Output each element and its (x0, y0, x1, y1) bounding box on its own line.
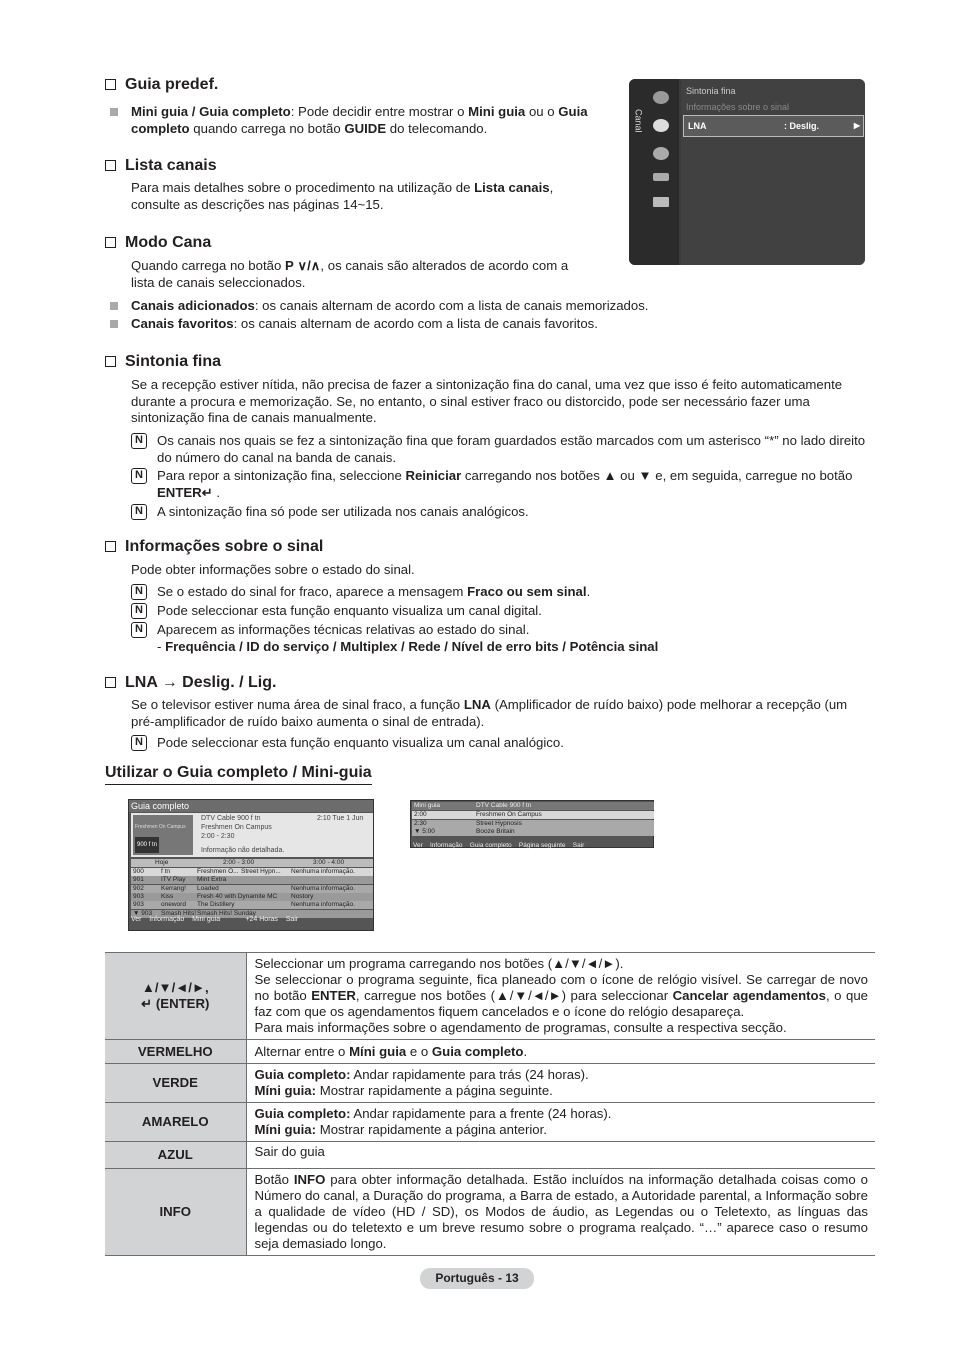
cell-text: Fresh 40 with Dynamite MC (197, 892, 278, 900)
table-row[interactable] (131, 868, 373, 876)
t: Mini guia (414, 802, 441, 809)
cell-text: 2:30 (414, 819, 427, 827)
t: Mini guia (468, 104, 526, 119)
cell-text: The Distillery (197, 901, 235, 909)
heading-info-sinal (105, 538, 323, 556)
key-cell: INFO (105, 1169, 246, 1256)
heading-text: Modo Cana (125, 234, 212, 251)
t: Informação (430, 842, 463, 849)
sintonia-note-2 (157, 468, 852, 501)
cell-text: f tn (161, 868, 171, 875)
menu-side-label: Canal (633, 109, 644, 133)
t: - (157, 639, 162, 654)
checkbox-bullet-icon (105, 677, 116, 688)
heading-lista-canais (105, 157, 217, 175)
t: durante a procura e memorização. Se, no entanto, o sinal estiver fraco ou distorcido, pode ser necessário fazer uma (131, 393, 810, 409)
cell-text: 903 (133, 901, 144, 909)
input-icon (653, 173, 669, 181)
key-cell: VERDE (105, 1064, 246, 1103)
t: GUIDE (344, 120, 387, 136)
cell-text: ▼ 5:00 (414, 828, 435, 835)
t: Para repor a sintonização fina, seleccione (157, 468, 406, 483)
right-arrow-icon: ▶ (853, 121, 860, 130)
cell-text: Booze Britain (476, 828, 515, 835)
table-row (105, 1169, 875, 1256)
channel-up-down-icon: ∨/∧ (297, 258, 321, 273)
t: Ver (413, 842, 423, 849)
t: Andar rapidamente para a frente (24 horas). (350, 1106, 612, 1121)
cell-text: 903 (133, 892, 144, 900)
t: lista de canais seleccionados. (131, 274, 306, 290)
t: , carregue nos botões (▲/▼/◄/►) para seleccionar (355, 988, 673, 1003)
note-icon: N (131, 735, 147, 751)
t: P (284, 258, 294, 273)
key-cell: AMARELO (105, 1103, 246, 1142)
t: INFO (293, 1172, 326, 1187)
t: Se o estado do sinal for fraco, aparece a mensagem (157, 584, 468, 599)
t: DTV Cable 900 f tn (476, 802, 532, 809)
t: 3:00 - 4:00 (313, 859, 345, 866)
heading-sintonia-fina (105, 353, 221, 371)
heading-text: Informações sobre o sinal (125, 538, 324, 555)
cell-text: oneword (161, 901, 186, 909)
info-note-2: Pode seleccionar esta função enquanto visualiza um canal digital. (157, 603, 542, 618)
t: , (549, 180, 554, 195)
square-bullet-icon (110, 320, 118, 328)
cell-text: Smash Hits! Sunday (197, 909, 256, 917)
t: Se a recepção estiver nítida, não precisa de fazer a sintonização fina do canal, uma vez que isso é feito automaticamente (131, 377, 843, 392)
t: Botão (254, 1172, 294, 1187)
menu-main (681, 79, 865, 265)
cell-text: Kerrang! (161, 884, 186, 892)
t: pré-amplificador de ruído baixo aumenta o sinal de entrada). (131, 713, 485, 729)
heading-text: Guia predef. (125, 76, 219, 93)
t: Reiniciar (405, 468, 462, 483)
t: do número do canal na banda de canais. (157, 449, 397, 465)
checkbox-bullet-icon (105, 356, 116, 367)
note-icon: N (131, 622, 147, 638)
schedule-header (131, 859, 373, 867)
thumb-title: Freshmen On Campus (135, 824, 186, 830)
sintonia-note-1 (157, 433, 865, 466)
canais-favoritos-text (131, 316, 598, 333)
page-number-badge: Português - 13 (420, 1268, 534, 1289)
application-icon (653, 197, 669, 207)
checkbox-bullet-icon (105, 79, 116, 90)
table-row (105, 1103, 875, 1142)
t: Alternar entre o (254, 1043, 350, 1059)
modo-cana-text (131, 258, 568, 291)
checkbox-bullet-icon (105, 160, 116, 171)
table-row[interactable] (131, 885, 373, 893)
t: Frequência / ID do serviço / Multiplex / Rede / Nível de erro bits / Potência sinal (165, 639, 659, 654)
section-title-guia: Utilizar o Guia completo / Mini-guia (105, 764, 372, 785)
t: Hoje (155, 859, 169, 866)
note-icon: N (131, 504, 147, 520)
t: Informação (149, 915, 185, 923)
key-cell: VERMELHO (105, 1040, 246, 1064)
t: Guia completo (469, 842, 512, 849)
t: Seleccionar um programa carregando nos botões (▲/▼/◄/►). (254, 956, 624, 971)
cell-text: Nenhuma informação. (291, 884, 355, 892)
table-row[interactable] (131, 893, 373, 901)
heading-modo-cana (105, 234, 211, 252)
t: : os canais alternam de acordo com a lista de canais memorizados. (254, 298, 649, 313)
square-bullet-icon (110, 108, 118, 116)
channel-icon (653, 119, 669, 132)
lna-label: LNA (688, 121, 707, 131)
t: Cancelar agendamentos (672, 988, 826, 1003)
program-time: 2:00 - 2:30 (201, 833, 235, 840)
t: ENTER (311, 988, 356, 1003)
table-row[interactable] (131, 876, 373, 884)
value-cell (246, 1040, 875, 1064)
t: . (212, 484, 221, 500)
table-row (105, 953, 875, 1040)
guia-completo-footer (131, 909, 299, 929)
cell-text: Mint Extra (197, 876, 227, 884)
cell-text: Nenhuma informação. (291, 868, 355, 875)
tv-channel-menu (629, 79, 865, 265)
cell-text: 902 (133, 884, 144, 892)
t: : Pode decidir entre mostrar o (290, 104, 469, 119)
menu-sidebar (629, 79, 679, 265)
info-note-3: Aparecem as informações técnicas relativas ao estado do sinal. (157, 622, 530, 637)
key-cell: AZUL (105, 1142, 246, 1169)
t: Para mais detalhes sobre o procedimento na utilização de (131, 180, 475, 195)
heading-text: Lista canais (125, 157, 217, 174)
info-note-1 (157, 584, 590, 601)
t: Ver (131, 915, 142, 923)
cell-text: Nenhuma informação. (291, 901, 355, 909)
canais-adicionados-text (131, 298, 648, 315)
t: Guia completo: (254, 1067, 351, 1082)
checkbox-bullet-icon (105, 541, 116, 552)
program-thumbnail (133, 815, 193, 855)
setup-gear-icon (653, 147, 669, 160)
thumb-channel: 900 f tn (135, 837, 159, 854)
t: completo (131, 120, 190, 136)
current-program: Freshmen On Campus (201, 824, 272, 831)
list-item[interactable] (412, 811, 654, 819)
heading-lna (105, 674, 276, 692)
t: +24 Horas (245, 915, 278, 923)
lna-value: : Deslig. (784, 121, 820, 131)
table-row (105, 1142, 875, 1169)
t: para obter informação detalhada. Estão incluídos na informação detalhada coisas como o Número do canal, a Duração do programa, a Barra de estado, a Autoridade parental, a Informação sobre a qualidade de vídeo (HD / SD), os Modos de áudio, as Legendas ou o Teletexto, as línguas das legendas ou do teletexto e um breve resumo sobre o programa realçado. “…” aparece caso o resumo seja demasiado longo. (254, 1172, 868, 1251)
t: (ENTER) (155, 996, 210, 1011)
menu-item-info-sinal[interactable]: Informações sobre o sinal (686, 102, 790, 112)
value-cell (246, 953, 875, 1040)
guia-completo-screen (128, 799, 374, 931)
t: Mini guia (192, 915, 221, 923)
t: ou o (525, 104, 559, 119)
note-icon: N (131, 468, 147, 484)
heading-text: Sintonia fina (125, 353, 221, 370)
guia-predef-text (131, 104, 611, 137)
table-row (105, 1040, 875, 1064)
t: Os canais nos quais se fez a sintonização fina que foram guardados estão marcados com um asterisco “*” no lado direito (157, 433, 866, 448)
note-icon: N (131, 603, 147, 619)
cell-text: ▼ 903 (133, 909, 153, 917)
picture-icon (653, 91, 669, 104)
t: LNA (463, 697, 491, 712)
t: : os canais alternam de acordo com a lista de canais favoritos. (233, 316, 598, 331)
t: Fraco ou sem sinal (467, 584, 587, 599)
t: e o (406, 1043, 432, 1059)
t: Canais adicionados (131, 298, 255, 313)
sintonia-note-3: A sintonização fina só pode ser utilizada nos canais analógicos. (157, 504, 529, 519)
value-cell: Sair do guia (246, 1142, 875, 1169)
enter-icon: ↵ (141, 996, 153, 1011)
checkbox-bullet-icon (105, 237, 116, 248)
t: . (586, 584, 591, 599)
mini-guia-footer (413, 838, 584, 855)
sintonia-paragraph (131, 377, 871, 427)
current-time: 2:10 Tue 1 Jun (317, 815, 364, 822)
cell-text: 901 (133, 876, 144, 884)
cell-text: Loaded (197, 884, 219, 892)
menu-item-lna[interactable] (683, 115, 864, 137)
t: Andar rapidamente para trás (24 horas). (350, 1067, 589, 1082)
t: carregando nos botões ▲ ou ▼ e, em seguida, carregue no botão (461, 468, 853, 483)
lista-canais-text (131, 180, 553, 213)
t: Míni guia: (254, 1083, 317, 1098)
heading-text: LNA → Deslig. / Lig. (125, 674, 277, 691)
info-paragraph: Pode obter informações sobre o estado do sinal. (131, 562, 415, 577)
t: (Amplificador de ruído baixo) pode melhorar a recepção (um (490, 697, 848, 712)
t: , os canais são alterados de acordo com a (320, 258, 569, 273)
cell-text: 900 (133, 868, 144, 875)
button-function-table (105, 952, 875, 1256)
cell-text: Nostory (291, 892, 314, 900)
t: consulte as descrições nas páginas 14~15. (131, 196, 384, 212)
enter-icon: ↵ (201, 484, 213, 500)
current-channel: DTV Cable 900 f tn (201, 815, 261, 822)
t: Página seguinte (518, 842, 566, 849)
cell-text: Street Hypn... (241, 868, 281, 875)
t: . (523, 1043, 528, 1059)
t: Canais favoritos (131, 316, 234, 331)
cell-text: Kiss (161, 892, 174, 900)
t: Míni guia: (254, 1122, 317, 1137)
cell-text: 2:00 (414, 811, 427, 818)
info-tech-list (157, 639, 658, 656)
cell-text: Smash Hits! (161, 909, 197, 917)
t: Sair (285, 915, 299, 923)
t: Míni guia (349, 1043, 407, 1059)
note-icon: N (131, 433, 147, 449)
t: Guia (558, 104, 588, 119)
value-cell (246, 1103, 875, 1142)
t: ▲/▼/◄/►, (141, 980, 209, 995)
table-row (105, 1064, 875, 1103)
t: 2:00 - 3:00 (223, 859, 255, 866)
mini-guia-header (412, 802, 654, 810)
key-cell (105, 953, 246, 1040)
t: ENTER (157, 484, 202, 500)
t: sintonização fina de canais manualmente. (131, 410, 377, 425)
table-row[interactable] (131, 901, 373, 909)
program-detail: Informação não detalhada. (201, 847, 285, 854)
lna-note-1: Pode seleccionar esta função enquanto visualiza um canal analógico. (157, 735, 564, 750)
list-item[interactable] (412, 820, 654, 828)
t: Guia completo: (254, 1106, 351, 1121)
t: Quando carrega no botão (131, 258, 285, 273)
t: Mostrar rapidamente a página seguinte. (316, 1083, 553, 1098)
t: Para mais informações sobre o agendamento de programas, consulte a respectiva secção. (254, 1020, 787, 1035)
cell-text: Freshmen O... (197, 868, 239, 875)
mini-guia-screen (410, 800, 654, 848)
t: Se o televisor estiver numa área de sinal fraco, a função (131, 697, 464, 712)
t: quando carrega no botão (189, 120, 345, 136)
t: Lista canais (474, 180, 550, 195)
t: , o que faz com que os agendamentos fiquem cancelados e o ícone do relógio desapareça. (254, 988, 868, 1019)
list-item[interactable] (412, 828, 654, 836)
t: Mostrar rapidamente a página anterior. (316, 1122, 547, 1137)
cell-text: ITV Play (161, 876, 186, 884)
program-info-panel (131, 813, 373, 857)
square-bullet-icon (110, 302, 118, 310)
t: Mini guia / Guia completo (131, 104, 291, 119)
t: Sair (572, 842, 585, 849)
lna-paragraph (131, 697, 871, 730)
value-cell (246, 1169, 875, 1256)
t: Guia completo (431, 1043, 524, 1059)
note-icon: N (131, 584, 147, 600)
value-cell (246, 1064, 875, 1103)
cell-text: Street Hypnosis (476, 819, 522, 827)
menu-item-sintonia[interactable]: Sintonia fina (686, 86, 736, 96)
cell-text: Freshmen On Campus (476, 811, 542, 818)
heading-guia-predef (105, 76, 218, 94)
t: do telecomando. (386, 120, 488, 136)
t: Se seleccionar o programa seguinte, fica planeado com o ícone de relógio visível. Se carregar de novo no botão (254, 972, 868, 1003)
guia-completo-title: Guia completo (129, 800, 373, 812)
